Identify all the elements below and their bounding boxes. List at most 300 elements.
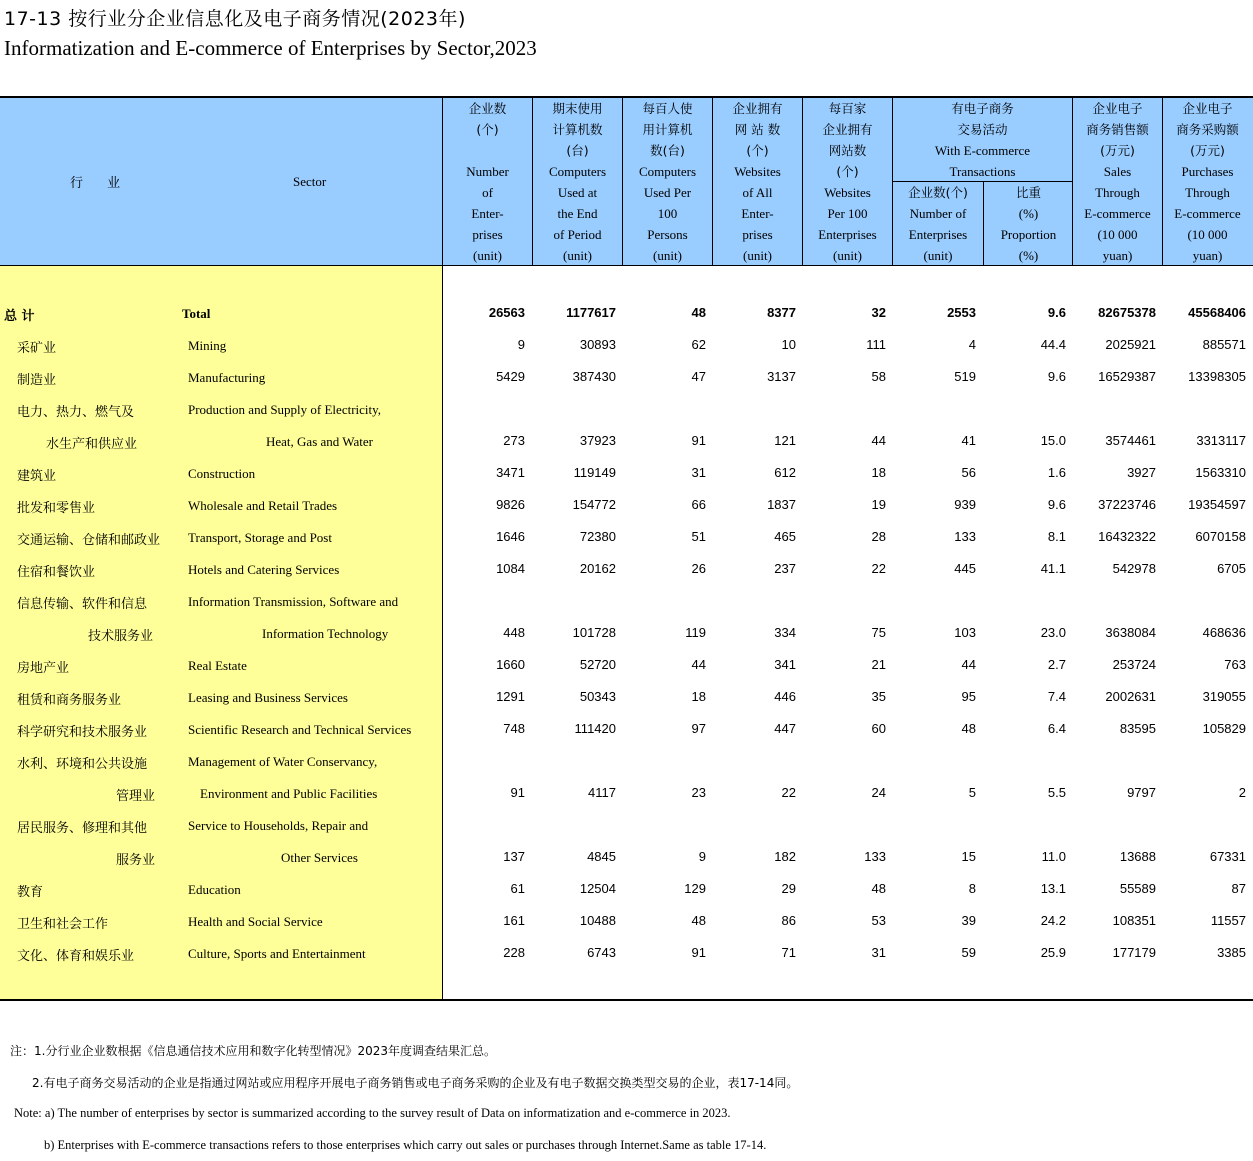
sector-name-cn: 服务业 (116, 853, 156, 868)
table-cell: 19354597 (1188, 497, 1246, 512)
sector-name-cn: 教育 (17, 885, 44, 900)
table-title-cn: 17-13 按行业分企业信息化及电子商务情况(2023年) (4, 8, 466, 30)
table-cell: 91 (510, 785, 525, 800)
header-line: Websites (734, 164, 781, 179)
header-line: (万元) (1100, 143, 1135, 158)
table-cell: 3385 (1217, 945, 1246, 960)
table-cell: 18 (691, 689, 706, 704)
table-cell: 446 (774, 689, 796, 704)
table-cell: 2 (1238, 785, 1246, 800)
table-cell: 24.2 (1040, 913, 1066, 928)
table-row (0, 842, 1253, 874)
header-line: Computers (638, 164, 697, 179)
header-line: 网站数 (828, 143, 867, 158)
table-row (0, 490, 1253, 522)
table-cell: 22 (781, 785, 796, 800)
header-line: 商务采购额 (1176, 122, 1239, 137)
header-line: (unit) (473, 248, 502, 263)
header-line: Used Per (643, 185, 692, 200)
header-line: Per 100 (827, 206, 868, 221)
header-line: yuan) (1102, 248, 1133, 263)
table-cell: 612 (774, 465, 796, 480)
table-cell: 319055 (1202, 689, 1246, 704)
table-cell: 82675378 (1098, 305, 1156, 320)
table-cell: 87 (1231, 881, 1246, 896)
table-cell: 83595 (1119, 721, 1156, 736)
header-line: 计算机数 (552, 122, 603, 137)
table-cell: 3313117 (1196, 433, 1246, 448)
sector-header-en: Sector (293, 174, 327, 189)
header-line: Transactions (949, 164, 1016, 179)
table-cell: 9.6 (1047, 305, 1066, 320)
header-line: of All (742, 185, 773, 200)
table-cell: 13398305 (1188, 369, 1246, 384)
table-cell: 6.4 (1047, 721, 1066, 736)
table-cell: 447 (774, 721, 796, 736)
header-line: (unit) (653, 248, 682, 263)
table-cell: 1646 (496, 529, 525, 544)
table-cell: 48 (691, 305, 706, 320)
table-cell: 71 (781, 945, 796, 960)
header-line: 企业电子 (1092, 101, 1143, 116)
header-line: Number of (909, 206, 967, 221)
table-cell: 4845 (587, 849, 616, 864)
sector-name-cn: 电力、热力、燃气及 (17, 405, 135, 420)
header-line: 每百人使 (642, 101, 693, 116)
table-row (0, 554, 1253, 586)
table-cell: 39 (961, 913, 976, 928)
sector-name-cn: 技术服务业 (88, 629, 154, 644)
header-line: 期末使用 (552, 101, 603, 116)
sector-name-en: Education (188, 882, 241, 897)
header-line: 比重 (1015, 185, 1041, 200)
table-cell: 97 (691, 721, 706, 736)
table-cell: 91 (691, 945, 706, 960)
table-cell: 35 (871, 689, 886, 704)
table-cell: 50343 (579, 689, 616, 704)
table-cell: 51 (691, 529, 706, 544)
table-cell: 105829 (1202, 721, 1246, 736)
table-cell: 748 (503, 721, 525, 736)
header-line: (10 000 (1097, 227, 1138, 242)
table-cell: 177179 (1112, 945, 1156, 960)
header-line: prises (472, 227, 503, 242)
column-header-4 (712, 98, 802, 266)
header-line: Proportion (1000, 227, 1057, 242)
table-cell: 8377 (767, 305, 796, 320)
header-line: of (482, 185, 493, 200)
table-row (0, 330, 1253, 362)
header-line: (万元) (1190, 143, 1225, 158)
header-line: Sales (1103, 164, 1132, 179)
table-cell: 47 (691, 369, 706, 384)
table-cell: 29 (781, 881, 796, 896)
header-line: Number (466, 164, 509, 179)
header-line: 企业电子 (1182, 101, 1233, 116)
table-cell: 885571 (1202, 337, 1246, 352)
table-cell: 111 (866, 337, 886, 352)
table-cell: 133 (864, 849, 886, 864)
column-header-5 (802, 98, 892, 266)
header-line: Computers (548, 164, 607, 179)
column-header-1 (442, 98, 532, 266)
table-cell: 13.1 (1040, 881, 1066, 896)
header-line: (unit) (923, 248, 953, 263)
table-cell: 273 (503, 433, 525, 448)
table-cell: 60 (871, 721, 886, 736)
table-cell: 154772 (572, 497, 616, 512)
table-cell: 52720 (579, 657, 616, 672)
table-cell: 48 (961, 721, 976, 736)
table-cell: 182 (774, 849, 796, 864)
header-line: the End (557, 206, 598, 221)
table-cell: 111420 (574, 721, 616, 736)
table-cell: 15.0 (1040, 433, 1066, 448)
table-cell: 32 (871, 305, 886, 320)
table-cell: 445 (954, 561, 976, 576)
table-cell: 44 (961, 657, 976, 672)
table-cell: 6743 (587, 945, 616, 960)
table-cell: 19 (871, 497, 886, 512)
sector-name-en: Total (182, 306, 211, 321)
table-cell: 542978 (1112, 561, 1156, 576)
table-cell: 9797 (1127, 785, 1156, 800)
sector-header-cn: 行 业 (70, 176, 131, 191)
sector-name-en: Wholesale and Retail Trades (188, 498, 338, 513)
table-row (0, 426, 1253, 458)
table-cell: 448 (503, 625, 525, 640)
table-cell: 44 (691, 657, 706, 672)
header-line: Through (1095, 185, 1140, 200)
sector-name-en: Information Technology (262, 626, 389, 641)
table-cell: 1660 (496, 657, 525, 672)
table-cell: 62 (691, 337, 706, 352)
header-line: Enter- (471, 206, 504, 221)
table-cell: 763 (1224, 657, 1246, 672)
table-row (0, 650, 1253, 682)
table-cell: 237 (774, 561, 796, 576)
header-line: yuan) (1192, 248, 1223, 263)
header-line: 用计算机 (642, 122, 693, 137)
table-cell: 59 (961, 945, 976, 960)
table-cell: 10 (781, 337, 796, 352)
table-cell: 3574461 (1105, 433, 1156, 448)
table-cell: 228 (503, 945, 525, 960)
table-cell: 20162 (579, 561, 616, 576)
header-line: 企业拥有 (732, 101, 783, 116)
note-line: b) Enterprises with E-commerce transactions refers to those enterprises which carry out sales or purchases through Internet.Same as table 17-14. (44, 1138, 767, 1152)
table-cell: 22 (871, 561, 886, 576)
table-row (0, 618, 1253, 650)
sector-name-en: Culture, Sports and Entertainment (188, 946, 366, 961)
header-line: of Period (553, 227, 602, 242)
table-cell: 108351 (1112, 913, 1156, 928)
note-line: 2.有电子商务交易活动的企业是指通过网站或应用程序开展电子商务销售或电子商务采购的企业及有电子数据交换类型交易的企业，表17-14同。 (32, 1076, 799, 1090)
table-cell: 67331 (1209, 849, 1246, 864)
table-cell: 1563310 (1195, 465, 1246, 480)
table-cell: 341 (774, 657, 796, 672)
note-line: 注：1.分行业企业数根据《信息通信技术应用和数字化转型情况》2023年度调查结果汇总。 (10, 1044, 496, 1058)
table-row (0, 586, 1253, 618)
sector-name-cn: 采矿业 (17, 341, 57, 356)
header-line: Persons (647, 227, 688, 242)
table-row (0, 522, 1253, 554)
table-cell: 119149 (573, 465, 616, 480)
table-cell: 26563 (488, 305, 525, 320)
table-cell: 2.7 (1047, 657, 1066, 672)
table-cell: 11557 (1210, 913, 1246, 928)
sector-name-en: Mining (188, 338, 227, 353)
sector-name-cn: 文化、体育和娱乐业 (17, 949, 135, 964)
table-cell: 1084 (496, 561, 525, 576)
header-line: 交易活动 (957, 122, 1008, 137)
table-cell: 9 (698, 849, 706, 864)
sector-name-cn: 科学研究和技术服务业 (17, 725, 148, 740)
table-cell: 468636 (1202, 625, 1246, 640)
sector-name-en: Health and Social Service (188, 914, 323, 929)
table-cell: 3137 (767, 369, 796, 384)
table-cell: 12504 (579, 881, 616, 896)
table-row (0, 778, 1253, 810)
sector-name-en: Environment and Public Facilities (200, 786, 378, 801)
sector-name-cn: 制造业 (17, 373, 57, 388)
column-header-ecom-count (893, 182, 983, 266)
table-cell: 16529387 (1098, 369, 1156, 384)
sector-name-en: Transport, Storage and Post (188, 530, 332, 545)
table-cell: 24 (871, 785, 886, 800)
table-cell: 1291 (496, 689, 525, 704)
header-line: 100 (657, 206, 678, 221)
table-bottom-rule (0, 999, 1253, 1001)
sector-name-en: Construction (188, 466, 256, 481)
header-line: Enter- (741, 206, 774, 221)
table-cell: 8.1 (1047, 529, 1066, 544)
table-cell: 13688 (1119, 849, 1156, 864)
header-line: (%) (1018, 248, 1039, 263)
table-cell: 44.4 (1040, 337, 1066, 352)
table-cell: 103 (954, 625, 976, 640)
sector-name-en: Heat, Gas and Water (266, 434, 374, 449)
header-line: (个) (476, 122, 499, 137)
table-header (0, 96, 1253, 266)
table-cell: 58 (871, 369, 886, 384)
sector-name-en: Other Services (281, 850, 358, 865)
sector-name-cn: 建筑业 (17, 469, 57, 484)
sector-name-en: Scientific Research and Technical Services (188, 722, 412, 737)
table-cell: 3927 (1127, 465, 1156, 480)
header-line: Enterprises (908, 227, 968, 242)
column-header-2 (532, 98, 622, 266)
column-header-ecom-ratio (983, 182, 1073, 266)
sector-name-cn: 住宿和餐饮业 (17, 565, 96, 580)
table-cell: 387430 (572, 369, 616, 384)
table-cell: 37223746 (1098, 497, 1156, 512)
table-cell: 41.1 (1040, 561, 1066, 576)
table-cell: 44 (871, 433, 886, 448)
table-cell: 7.4 (1047, 689, 1066, 704)
table-cell: 2025921 (1105, 337, 1156, 352)
sector-name-cn: 水生产和供应业 (46, 437, 138, 452)
note-line: Note: a) The number of enterprises by sector is summarized according to the survey result of Data on informatization and e-commerce in 2023. (14, 1106, 731, 1120)
table-row (0, 714, 1253, 746)
table-cell: 28 (871, 529, 886, 544)
sector-name-cn: 卫生和社会工作 (17, 917, 109, 932)
header-line: (unit) (743, 248, 772, 263)
table-cell: 6070158 (1195, 529, 1246, 544)
table-cell: 3638084 (1105, 625, 1156, 640)
header-line: (10 000 (1187, 227, 1228, 242)
table-cell: 9.6 (1047, 369, 1066, 384)
table-cell: 45568406 (1188, 305, 1246, 320)
table-cell: 53 (871, 913, 886, 928)
table-cell: 133 (954, 529, 976, 544)
header-line: Enterprises (818, 227, 877, 242)
table-cell: 121 (774, 433, 796, 448)
header-line: (个) (836, 164, 859, 179)
sector-name-en: Leasing and Business Services (188, 690, 348, 705)
sector-name-cn: 信息传输、软件和信息 (17, 597, 148, 612)
sector-name-en: Management of Water Conservancy, (188, 754, 378, 769)
sector-name-en: Hotels and Catering Services (188, 562, 340, 577)
table-cell: 4117 (588, 785, 616, 800)
table-cell: 18 (871, 465, 886, 480)
table-cell: 5429 (496, 369, 525, 384)
header-line: 企业数(个) (908, 185, 968, 200)
sector-name-cn: 批发和零售业 (17, 501, 96, 516)
header-line: Websites (824, 185, 871, 200)
header-line: (个) (746, 143, 769, 158)
table-cell: 48 (691, 913, 706, 928)
table-cell: 4 (968, 337, 976, 352)
table-cell: 23.0 (1040, 625, 1066, 640)
header-line: Used at (557, 185, 598, 200)
sector-name-en: Service to Households, Repair and (188, 818, 369, 833)
sector-name-en: Information Transmission, Software and (188, 594, 399, 609)
header-line: E-commerce (1084, 206, 1151, 221)
sector-name-cn: 管理业 (116, 789, 156, 804)
column-header-3 (622, 98, 712, 266)
table-cell: 3471 (496, 465, 525, 480)
table-cell: 2002631 (1105, 689, 1156, 704)
table-cell: 10488 (579, 913, 616, 928)
column-header-6 (1072, 98, 1162, 266)
table-cell: 15 (961, 849, 976, 864)
table-cell: 23 (691, 785, 706, 800)
table-cell: 95 (961, 689, 976, 704)
table-cell: 55589 (1119, 881, 1156, 896)
header-line: 有电子商务 (951, 101, 1014, 116)
table-cell: 31 (691, 465, 706, 480)
table-row (0, 746, 1253, 778)
sector-name-cn: 租赁和商务服务业 (17, 693, 122, 708)
table-cell: 41 (961, 433, 976, 448)
table-cell: 25.9 (1040, 945, 1066, 960)
table-cell: 16432322 (1098, 529, 1156, 544)
table-cell: 26 (691, 561, 706, 576)
table-cell: 161 (503, 913, 525, 928)
table-cell: 5.5 (1047, 785, 1066, 800)
table-cell: 66 (691, 497, 706, 512)
sector-name-en: Manufacturing (188, 370, 266, 385)
header-line: 企业数 (468, 101, 507, 116)
table-title-en: Informatization and E-commerce of Enterprises by Sector,2023 (4, 36, 537, 60)
table-cell: 9 (517, 337, 525, 352)
table-row (0, 810, 1253, 842)
table-cell: 37923 (579, 433, 616, 448)
table-cell: 939 (954, 497, 976, 512)
table-cell: 21 (871, 657, 886, 672)
table-cell: 31 (871, 945, 886, 960)
header-line: Purchases (1181, 164, 1234, 179)
sector-name-en: Real Estate (188, 658, 247, 673)
header-line: Through (1185, 185, 1230, 200)
table-cell: 86 (781, 913, 796, 928)
table-cell: 11.0 (1041, 849, 1066, 864)
table-cell: 2553 (947, 305, 976, 320)
table-cell: 465 (774, 529, 796, 544)
header-line: (unit) (563, 248, 592, 263)
table-cell: 253724 (1112, 657, 1156, 672)
sector-name-en: Production and Supply of Electricity, (188, 402, 382, 417)
table-cell: 48 (871, 881, 886, 896)
column-header-7 (1162, 98, 1252, 266)
header-line: 数(台) (650, 143, 685, 158)
table-row (0, 906, 1253, 938)
table-cell: 1177617 (566, 305, 616, 320)
table-cell: 6705 (1217, 561, 1246, 576)
table-cell: 334 (774, 625, 796, 640)
sector-name-cn: 水利、环境和公共设施 (17, 757, 148, 772)
table-cell: 91 (691, 433, 706, 448)
header-line: (%) (1018, 206, 1039, 221)
header-line: (unit) (833, 248, 862, 263)
table-cell: 56 (961, 465, 976, 480)
header-line: (台) (566, 143, 589, 158)
sector-name-cn: 房地产业 (17, 661, 70, 676)
table-cell: 61 (510, 881, 525, 896)
header-line: 商务销售额 (1086, 122, 1149, 137)
column-header-ecommerce (892, 98, 1072, 266)
table-row (0, 298, 1253, 330)
table-cell: 9.6 (1047, 497, 1066, 512)
table-row (0, 874, 1253, 906)
sector-name-cn: 总 计 (4, 309, 35, 324)
table-cell: 119 (685, 625, 706, 640)
table-cell: 72380 (579, 529, 616, 544)
table-cell: 5 (968, 785, 976, 800)
table-row (0, 362, 1253, 394)
header-line: 每百家 (828, 101, 867, 116)
sector-name-cn: 交通运输、仓储和邮政业 (17, 533, 161, 548)
table-row (0, 682, 1253, 714)
header-line: prises (742, 227, 773, 242)
table-cell: 8 (968, 881, 976, 896)
sector-name-cn: 居民服务、修理和其他 (17, 821, 148, 836)
table-cell: 1.6 (1047, 465, 1066, 480)
header-line: 企业拥有 (822, 122, 873, 137)
table-cell: 1837 (767, 497, 796, 512)
header-line: 网 站 数 (734, 122, 781, 137)
header-line: With E-commerce (934, 143, 1031, 158)
table-cell: 75 (871, 625, 886, 640)
table-cell: 101728 (572, 625, 616, 640)
table-row (0, 938, 1253, 970)
table-cell: 137 (503, 849, 525, 864)
table-cell: 9826 (496, 497, 525, 512)
table-cell: 519 (954, 369, 976, 384)
table-row (0, 394, 1253, 426)
table-row (0, 458, 1253, 490)
